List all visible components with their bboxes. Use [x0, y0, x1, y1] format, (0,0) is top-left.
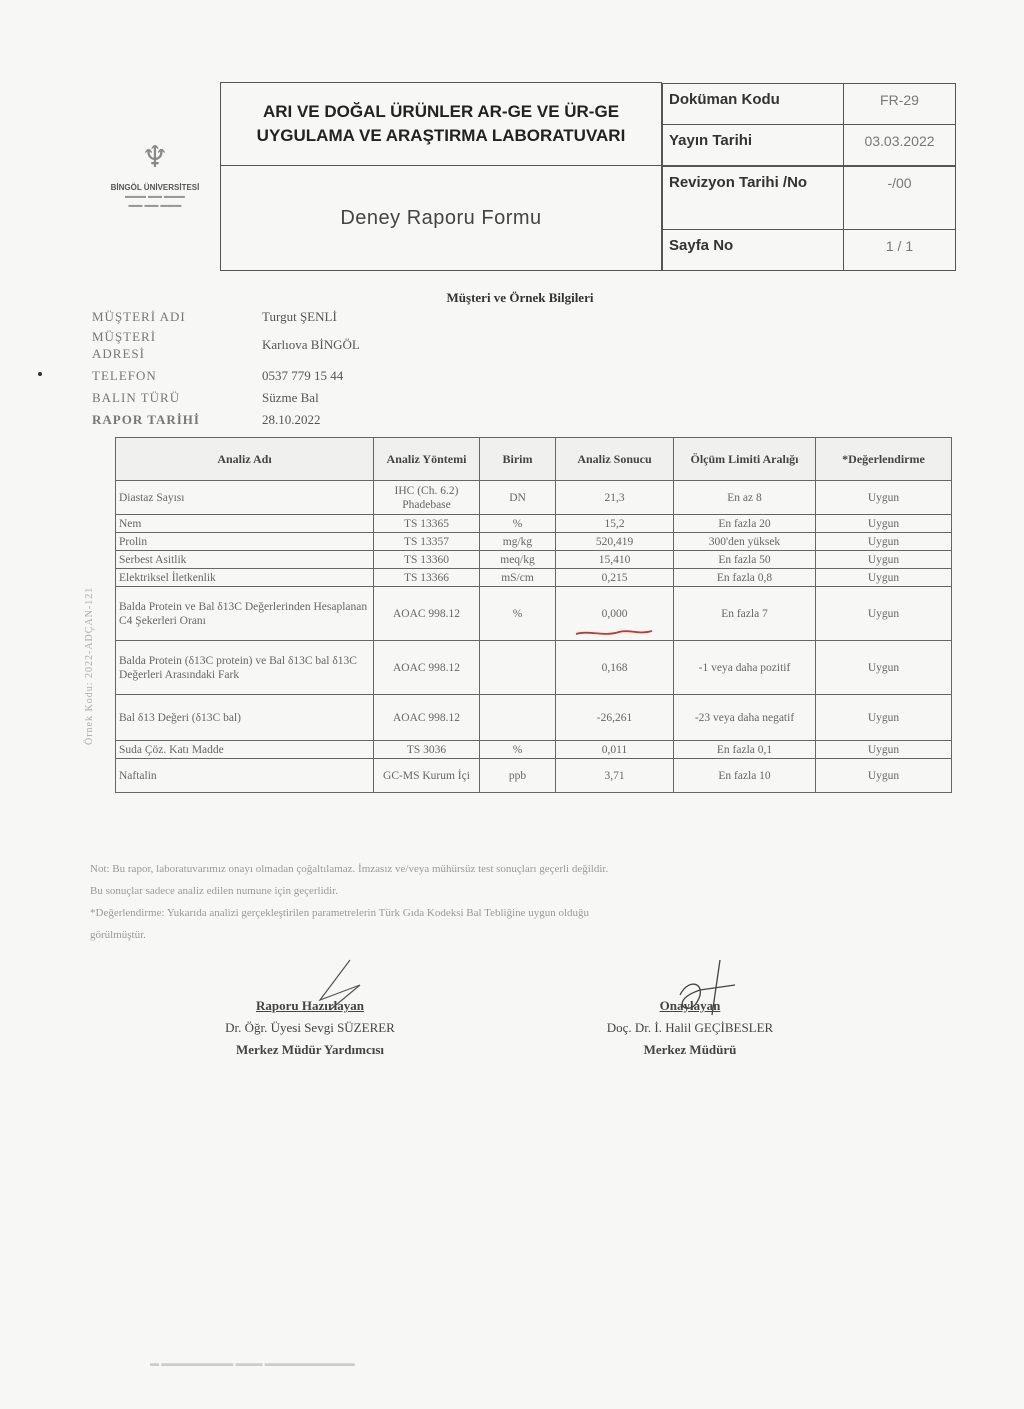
- customer-row: BALIN TÜRÜ Süzme Bal: [92, 390, 319, 405]
- signature-name: Dr. Öğr. Üyesi Sevgi SÜZERER: [225, 1020, 395, 1035]
- method-cell: AOAC 998.12: [374, 641, 480, 695]
- faint-footer: ▬ ▬▬▬▬▬▬▬▬ ▬▬▬ ▬▬▬▬▬▬▬▬▬▬: [150, 1358, 355, 1368]
- results-row: [116, 533, 952, 551]
- method-cell: GC-MS Kurum İçi: [374, 759, 480, 793]
- note-line: Not: Bu rapor, laboratuvarımız onayı olmadan çoğaltılamaz. İmzasız ve/veya mühürsüz test sonuçları geçerli değildir.: [90, 863, 609, 875]
- results-table: [115, 437, 952, 793]
- unit-cell: %: [480, 587, 556, 641]
- result-cell: 0,168: [556, 641, 674, 695]
- customer-row: MÜŞTERİ ADRESİ Karlıova BİNGÖL: [92, 329, 360, 361]
- signature-role: Merkez Müdürü: [643, 1042, 737, 1057]
- section-title: Müşteri ve Örnek Bilgileri: [446, 290, 594, 305]
- method-cell: AOAC 998.12: [374, 695, 480, 741]
- method-cell: TS 3036: [374, 741, 480, 759]
- method-cell: TS 13357: [374, 533, 480, 551]
- lab-title: ARI VE DOĞAL ÜRÜNLER AR-GE VE ÜR-GE UYGULAMA VE ARAŞTIRMA LABORATUVARI: [221, 83, 662, 166]
- form-header: [90, 82, 956, 271]
- signature-title: Raporu Hazırlayan: [256, 998, 364, 1013]
- col-header: Ölçüm Limiti Aralığı: [674, 438, 816, 481]
- result-cell: 520,419: [556, 533, 674, 551]
- unit-cell: [480, 695, 556, 741]
- unit-cell: [480, 641, 556, 695]
- analysis-name-cell: Diastaz Sayısı: [116, 481, 374, 515]
- method-cell: TS 13366: [374, 569, 480, 587]
- evaluation-cell: Uygun: [816, 759, 952, 793]
- col-header: Analiz Adı: [116, 438, 374, 481]
- logo-university-name: BİNGÖL ÜNİVERSİTESİ: [110, 183, 200, 192]
- analysis-name-cell: Balda Protein ve Bal δ13C Değerlerinden Hesaplanan C4 Şekerleri Oranı: [116, 587, 374, 641]
- stray-dot: [38, 372, 42, 376]
- analysis-name-cell: Serbest Asitlik: [116, 551, 374, 569]
- meta-value-publish-date: 03.03.2022: [844, 124, 956, 165]
- note-line: Bu sonuçlar sadece analiz edilen numune için geçerlidir.: [90, 885, 339, 897]
- unit-cell: ppb: [480, 759, 556, 793]
- analysis-name-cell: Balda Protein (δ13C protein) ve Bal δ13C bal δ13C Değerleri Arasındaki Fark: [116, 641, 374, 695]
- results-header-row: [116, 438, 952, 481]
- note-line: görülmüştür.: [90, 929, 146, 941]
- result-cell: 3,71: [556, 759, 674, 793]
- evaluation-cell: Uygun: [816, 481, 952, 515]
- evaluation-cell: Uygun: [816, 695, 952, 741]
- signature-title: Onaylayan: [659, 998, 721, 1013]
- limit-range-cell: 300'den yüksek: [674, 533, 816, 551]
- analysis-name-cell: Elektriksel İletkenlik: [116, 569, 374, 587]
- customer-row: TELEFON 0537 779 15 44: [92, 368, 344, 383]
- analysis-name-cell: Prolin: [116, 533, 374, 551]
- method-cell: IHC (Ch. 6.2) Phadebase: [374, 481, 480, 515]
- result-cell: 0,215: [556, 569, 674, 587]
- results-row: [116, 641, 952, 695]
- signature-block-right: [560, 995, 820, 1061]
- signature-role: Merkez Müdür Yardımcısı: [235, 1042, 385, 1057]
- unit-cell: mS/cm: [480, 569, 556, 587]
- report-notes: [90, 858, 890, 946]
- evaluation-cell: Uygun: [816, 551, 952, 569]
- evaluation-cell: Uygun: [816, 641, 952, 695]
- limit-range-cell: En fazla 10: [674, 759, 816, 793]
- red-underline-mark: [574, 628, 654, 638]
- sample-code-vertical: Örnek Kodu: 2022-ADÇAN-121: [84, 586, 95, 745]
- evaluation-cell: Uygun: [816, 741, 952, 759]
- result-cell: 15,410: [556, 551, 674, 569]
- note-line: *Değerlendirme: Yukarıda analizi gerçekleştirilen parametrelerin Türk Gıda Kodeksi Bal Tebliğine uygun olduğu: [90, 907, 590, 919]
- col-header: Analiz Yöntemi: [374, 438, 480, 481]
- analysis-name-cell: Bal δ13 Değeri (δ13C bal): [116, 695, 374, 741]
- results-row: [116, 695, 952, 741]
- meta-key-publish-date: Yayın Tarihi: [663, 124, 844, 165]
- unit-cell: meq/kg: [480, 551, 556, 569]
- evaluation-cell: Uygun: [816, 533, 952, 551]
- meta-key-revision: Revizyon Tarihi /No: [663, 166, 844, 229]
- results-row: [116, 587, 952, 641]
- limit-range-cell: En az 8: [674, 481, 816, 515]
- method-cell: TS 13360: [374, 551, 480, 569]
- col-header: Birim: [480, 438, 556, 481]
- customer-row: MÜŞTERİ ADI Turgut ŞENLİ: [92, 309, 337, 324]
- results-row: [116, 551, 952, 569]
- customer-row: RAPOR TARİHİ 28.10.2022: [92, 412, 321, 427]
- result-cell: 0,000: [556, 587, 674, 641]
- meta-value-revision: -/00: [844, 166, 956, 229]
- col-header: *Değerlendirme: [816, 438, 952, 481]
- unit-cell: DN: [480, 481, 556, 515]
- results-row: [116, 481, 952, 515]
- limit-range-cell: -1 veya daha pozitif: [674, 641, 816, 695]
- unit-cell: %: [480, 741, 556, 759]
- col-header: Analiz Sonucu: [556, 438, 674, 481]
- limit-range-cell: En fazla 7: [674, 587, 816, 641]
- results-row: [116, 759, 952, 793]
- customer-info: [92, 308, 360, 428]
- logo-mark-icon: ♆: [141, 141, 169, 174]
- limit-range-cell: En fazla 20: [674, 515, 816, 533]
- evaluation-cell: Uygun: [816, 587, 952, 641]
- limit-range-cell: En fazla 0,8: [674, 569, 816, 587]
- limit-range-cell: En fazla 0,1: [674, 741, 816, 759]
- evaluation-cell: Uygun: [816, 515, 952, 533]
- unit-cell: %: [480, 515, 556, 533]
- result-cell: 0,011: [556, 741, 674, 759]
- signature-block-left: [180, 995, 440, 1061]
- method-cell: TS 13365: [374, 515, 480, 533]
- form-title: Deney Raporu Formu: [221, 166, 662, 271]
- analysis-name-cell: Naftalin: [116, 759, 374, 793]
- evaluation-cell: Uygun: [816, 569, 952, 587]
- method-cell: AOAC 998.12: [374, 587, 480, 641]
- results-row: [116, 515, 952, 533]
- result-cell: 15,2: [556, 515, 674, 533]
- analysis-name-cell: Suda Çöz. Katı Madde: [116, 741, 374, 759]
- results-row: [116, 569, 952, 587]
- signature-name: Doç. Dr. İ. Halil GEÇİBESLER: [606, 1020, 774, 1035]
- result-cell: 21,3: [556, 481, 674, 515]
- results-row: [116, 741, 952, 759]
- result-cell: -26,261: [556, 695, 674, 741]
- meta-key-page-no: Sayfa No: [663, 229, 844, 270]
- meta-value-doc-code: FR-29: [844, 83, 956, 124]
- meta-key-doc-code: Doküman Kodu: [663, 83, 844, 124]
- meta-value-page-no: 1 / 1: [844, 229, 956, 270]
- limit-range-cell: En fazla 50: [674, 551, 816, 569]
- limit-range-cell: -23 veya daha negatif: [674, 695, 816, 741]
- analysis-name-cell: Nem: [116, 515, 374, 533]
- university-logo: ♆ BİNGÖL ÜNİVERSİTESİ ▬▬▬ ▬▬ ▬▬▬ ▬▬ ▬▬ ▬▬▬: [90, 83, 221, 271]
- unit-cell: mg/kg: [480, 533, 556, 551]
